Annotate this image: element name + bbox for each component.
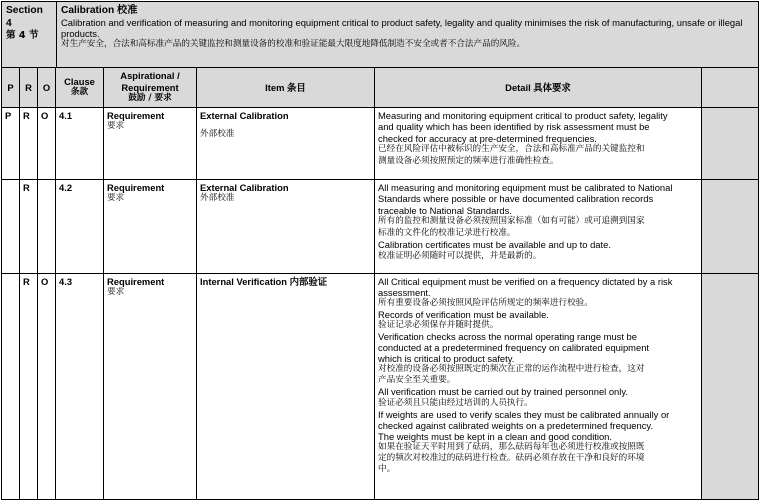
col-header-aspirational xyxy=(104,68,197,108)
row-clause: 4.2 xyxy=(56,179,104,273)
detail-line: checked against calibrated weights on a predetermined frequency. xyxy=(378,419,653,431)
row-detail xyxy=(375,273,702,499)
row-requirement-cn: 要求 xyxy=(107,121,125,132)
section-text-en: Calibration and verification of measuring and monitoring equipment critical to product safety, legality and quality minimises the risk of manufacturing, unsafe or illegal products. xyxy=(61,16,743,39)
row-clause: 4.1 xyxy=(56,107,104,179)
row-o: O xyxy=(38,107,56,179)
col-header-p: P xyxy=(2,68,20,108)
row-clause: 4.3 xyxy=(56,273,104,499)
requirements-table xyxy=(1,67,759,500)
col-header-asp-en1: Aspirational / xyxy=(120,70,180,81)
detail-line: 已经在风险评估中被标识的生产安全，合法和高标准产品的关键监控和 xyxy=(378,144,645,155)
col-header-asp-cn: 鼓励 / 要求 xyxy=(128,93,172,103)
detail-line: 校准证明必须随时可以提供，并是最新的。 xyxy=(378,251,542,262)
col-header-r: R xyxy=(20,68,38,108)
detail-line: 如果在验证天平时用到了砝码，那么砝码每年也必须进行校准或按照既 xyxy=(378,441,645,452)
calibration-table xyxy=(1,1,759,68)
section-number: 4 xyxy=(6,17,12,29)
detail-line: 所有的监控和测量设备必须按照国家标准（如有可能）或可追溯到国家 xyxy=(378,216,645,227)
row-o xyxy=(38,179,56,273)
detail-line: 所有重要设备必须按照风险评估所规定的频率进行校验。 xyxy=(378,297,593,308)
row-item xyxy=(197,107,375,179)
row-requirement xyxy=(104,273,197,499)
detail-line: All Critical equipment must be verified on a frequency dictated by a risk xyxy=(378,275,673,287)
detail-line: 对校准的设备必须按照既定的频次在正常的运作流程中进行检查，这对 xyxy=(378,364,645,375)
row-item-en: External Calibration xyxy=(200,109,289,121)
row-requirement-cn: 要求 xyxy=(107,193,125,204)
detail-line: 验证记录必须保存并随时提供。 xyxy=(378,319,499,330)
row-r: R xyxy=(20,273,38,499)
row-r: R xyxy=(20,107,38,179)
col-header-item: Item 条目 xyxy=(197,68,375,108)
detail-line: Records of verification must be available. xyxy=(378,308,549,320)
section-label: Section xyxy=(6,5,43,16)
detail-line: and quality which has been identified by risk assessment must be xyxy=(378,121,650,133)
row-item-cn: 外部校准 xyxy=(200,193,235,204)
detail-line: 标准的文件化的校准记录进行校准。 xyxy=(378,227,516,238)
row-item xyxy=(197,179,375,273)
column-header-row xyxy=(2,68,759,108)
section-title: Calibration 校准 xyxy=(61,5,138,16)
row-item-cn: 外部校准 xyxy=(200,129,235,140)
section-text-cn: 对生产安全，合法和高标准产品的关键监控和测量设备的校准和验证能最大限度地降低制造不安全或者不合法产品的风险。 xyxy=(61,39,526,50)
detail-line: All measuring and monitoring equipment must be calibrated to National xyxy=(378,181,673,193)
row-extra xyxy=(702,107,759,179)
detail-line: Calibration certificates must be available and up to date. xyxy=(378,239,611,251)
row-p xyxy=(2,179,20,273)
section-label-cn: 第 4 节 xyxy=(6,30,39,41)
detail-line: checked for accuracy at pre-determined frequencies. xyxy=(378,132,597,144)
col-header-o: O xyxy=(38,68,56,108)
detail-line: 中。 xyxy=(378,464,396,475)
detail-line: 定的频次对校准过的砝码进行检查。砝码必须存放在干净和良好的环境 xyxy=(378,453,645,463)
detail-line: 产品安全至关重要。 xyxy=(378,375,456,386)
section-header-row xyxy=(2,2,759,68)
section-label-cell xyxy=(2,2,57,68)
detail-line: Standards where possible or have documented calibration records xyxy=(378,193,654,205)
col-header-asp-en2: Requirement xyxy=(121,81,179,93)
detail-line: Verification checks across the normal operating range must be xyxy=(378,330,637,342)
col-header-clause-en: Clause xyxy=(64,75,95,87)
table-row xyxy=(2,273,759,499)
table-row xyxy=(2,179,759,273)
row-detail xyxy=(375,179,702,273)
detail-line: Measuring and monitoring equipment critical to product safety, legality xyxy=(378,109,668,121)
row-item xyxy=(197,273,375,499)
detail-line: 验证必须且只能由经过培训的人员执行。 xyxy=(378,397,533,408)
col-header-detail: Detail 具体要求 xyxy=(375,68,702,108)
row-detail xyxy=(375,107,702,179)
row-p: P xyxy=(2,107,20,179)
table-row xyxy=(2,107,759,179)
row-requirement-en: Requirement xyxy=(107,181,165,193)
row-o: O xyxy=(38,273,56,499)
col-header-clause xyxy=(56,68,104,108)
detail-line: 测量设备必须按照预定的频率进行准确性检查。 xyxy=(378,155,559,166)
detail-line: traceable to National Standards. xyxy=(378,204,512,216)
row-item-en: External Calibration xyxy=(200,181,289,193)
detail-line: conducted at a predetermined frequency on calibrated equipment xyxy=(378,342,650,354)
col-header-extra xyxy=(702,68,759,108)
col-header-clause-cn: 条款 xyxy=(70,87,89,98)
row-requirement xyxy=(104,107,197,179)
detail-line: If weights are used to verify scales they must be calibrated annually or xyxy=(378,408,670,420)
row-requirement-en: Requirement xyxy=(107,275,165,287)
detail-line: which is critical to product safety. xyxy=(378,353,515,365)
row-extra xyxy=(702,179,759,273)
row-r: R xyxy=(20,179,38,273)
row-extra xyxy=(702,273,759,499)
section-content-cell xyxy=(57,2,759,68)
row-item-en: Internal Verification 内部验证 xyxy=(200,275,328,287)
detail-line: assessment. xyxy=(378,286,431,298)
row-requirement-cn: 要求 xyxy=(107,287,125,298)
row-requirement xyxy=(104,179,197,273)
detail-line: The weights must be kept in a clean and good condition. xyxy=(378,430,613,442)
row-p xyxy=(2,273,20,499)
detail-line: All verification must be carried out by trained personnel only. xyxy=(378,386,628,398)
row-requirement-en: Requirement xyxy=(107,109,165,121)
